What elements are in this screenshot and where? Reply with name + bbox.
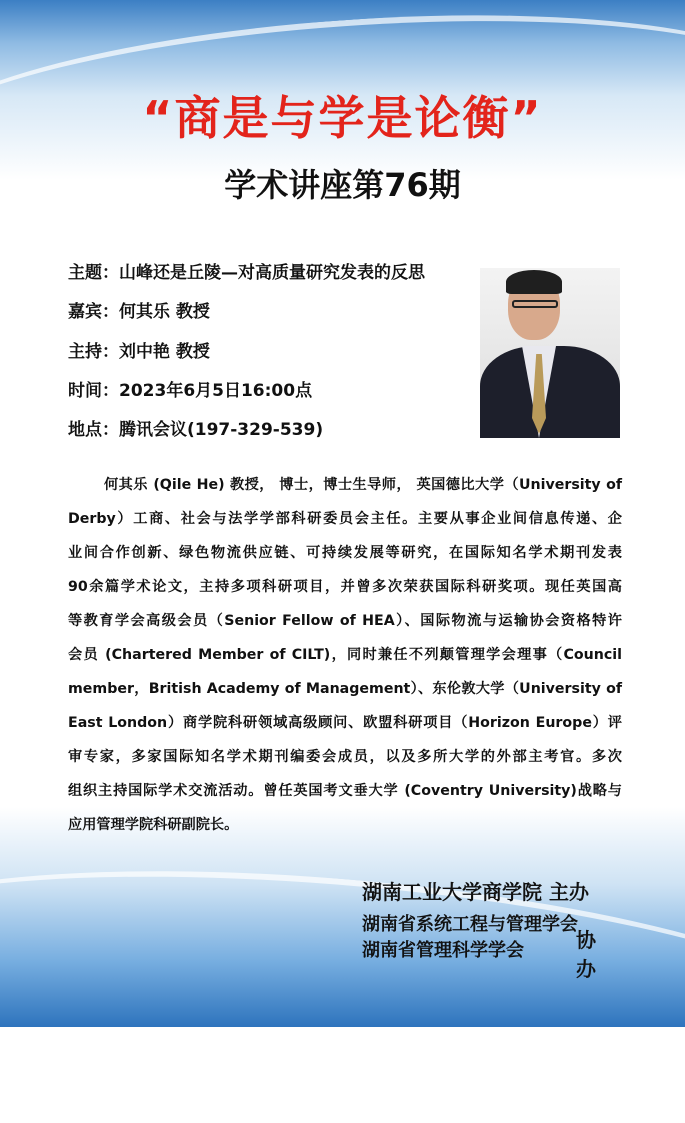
co-org-1: 湖南省系统工程与管理学会 — [362, 914, 578, 935]
info-topic: 主题：山峰还是丘陵—对高质量研究发表的反思 — [68, 263, 425, 283]
speaker-bio — [68, 474, 622, 848]
lecture-info — [68, 262, 425, 458]
bio-line: 审专家，多家国际知名学术期刊编委会成员，以及多所大学的外部主考官。多次 — [68, 749, 622, 765]
bio-line: 何其乐 (Qile He) 教授， 博士，博士生导师， 英国德比大学（University of — [104, 477, 622, 493]
host-org: 湖南工业大学商学院 — [362, 880, 542, 904]
bio-line: 组织主持国际学术交流活动。曾任英国考文垂大学 (Coventry University)战略与 — [68, 783, 622, 799]
co-role: 协办 — [576, 928, 596, 981]
bio-line: Derby）工商、社会与法学学部科研委员会主任。主要从事企业间信息传递、企 — [68, 511, 622, 527]
poster-subtitle: 学术讲座第76期 — [224, 166, 461, 204]
bio-line: member，British Academy of Management）、东伦敦大学（University of — [68, 681, 622, 697]
speaker-photo — [480, 268, 620, 438]
bio-line: 等教育学会高级会员（Senior Fellow of HEA）、国际物流与运输协会资格特许 — [68, 613, 622, 629]
info-host: 主持：刘中艳 教授 — [68, 341, 210, 362]
bio-line: East London）商学院科研领域高级顾问、欧盟科研项目（Horizon Europe）评 — [68, 715, 622, 731]
co-org-2: 湖南省管理科学学会 — [362, 940, 524, 961]
info-location: 地点：腾讯会议(197-329-539) — [68, 420, 324, 441]
host-role: 主办 — [548, 880, 589, 904]
organizers — [362, 876, 596, 981]
bio-line: 应用管理学院科研副院长。 — [68, 817, 239, 833]
info-time: 时间：2023年6月5日16:00点 — [68, 380, 313, 401]
info-guest: 嘉宾：何其乐 教授 — [68, 302, 210, 323]
bio-line: 90余篇学术论文，主持多项科研项目，并曾多次荣获国际科研奖项。现任英国高 — [68, 579, 622, 595]
poster-title: “商是与学是论衡” — [142, 91, 543, 145]
bio-line: 会员 (Chartered Member of CILT)，同时兼任不列颠管理学会理事（Council — [68, 647, 622, 663]
bio-line: 业间合作创新、绿色物流供应链、可持续发展等研究，在国际知名学术期刊发表 — [68, 545, 622, 561]
